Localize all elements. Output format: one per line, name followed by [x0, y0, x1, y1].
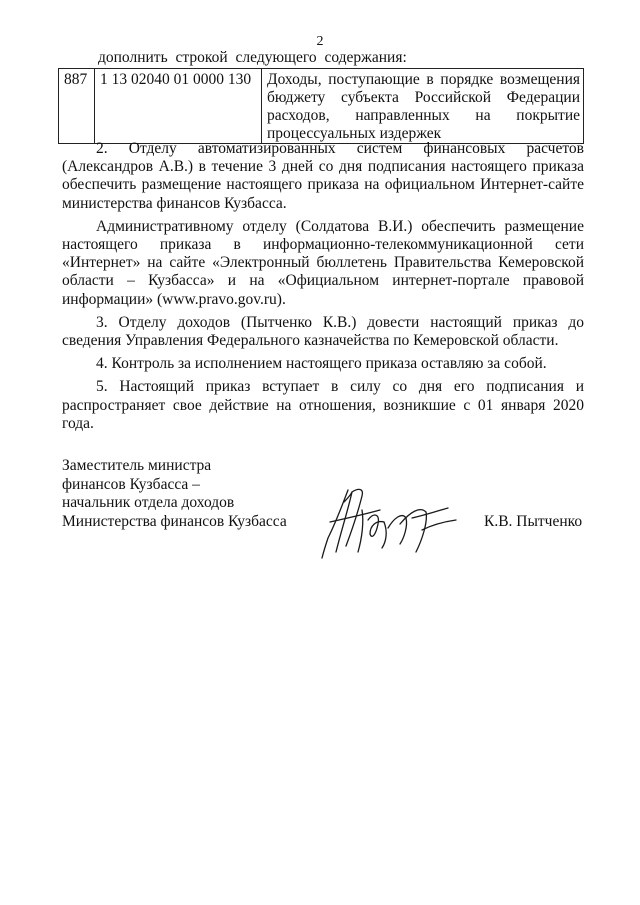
position-line: финансов Кузбасса –	[62, 475, 200, 493]
page-number: 2	[316, 34, 324, 49]
paragraph-admin: Административному отделу (Солдатова В.И.) обеспечить размещение настоящего приказа в информационно-телекоммуникационной сети «Интернет» на сайте «Электронный бюллетень Правительства Кемеровской области – Кузбасса» и на «Официальном интернет-портале правовой информации» (www.pravo.gov.ru).	[62, 217, 584, 308]
admin-code-cell: 887	[59, 69, 95, 144]
document-body	[62, 140, 584, 438]
paragraph-5: 5. Настоящий приказ вступает в силу со дня его подписания и распространяет свое действие на отношения, возникшие с 01 января 2020 года.	[62, 378, 584, 432]
handwritten-signature	[318, 482, 460, 564]
position-line: Министерства финансов Кузбасса	[62, 512, 287, 530]
kbk-code-cell: 1 13 02040 01 0000 130	[95, 69, 262, 144]
paragraph-4: 4. Контроль за исполнением настоящего приказа оставляю за собой.	[96, 355, 547, 373]
income-description-cell: Доходы, поступающие в порядке возмещения бюджету субъекта Российской Федерации расходов, направленных на покрытие процессуальных издержек	[262, 69, 584, 144]
paragraph-2: 2. Отделу автоматизированных систем финансовых расчетов (Александров А.В.) в течение 3 дней со дня подписания настоящего приказа обеспечить размещение настоящего приказа на официальном Интернет-сайте министерства финансов Кузбасса.	[62, 140, 584, 212]
signer-name: К.В. Пытченко	[484, 513, 583, 530]
intro-line: дополнить строкой следующего содержания:	[98, 49, 407, 66]
paragraph-3: 3. Отделу доходов (Пытченко К.В.) довести настоящий приказ до сведения Управления Федерального казначейства по Кемеровской области.	[62, 313, 584, 350]
signatory-position	[62, 457, 287, 531]
insert-table	[58, 68, 584, 144]
position-line: начальник отдела доходов	[62, 494, 235, 511]
table-row	[59, 69, 584, 144]
position-line: Заместитель министра	[62, 457, 212, 474]
